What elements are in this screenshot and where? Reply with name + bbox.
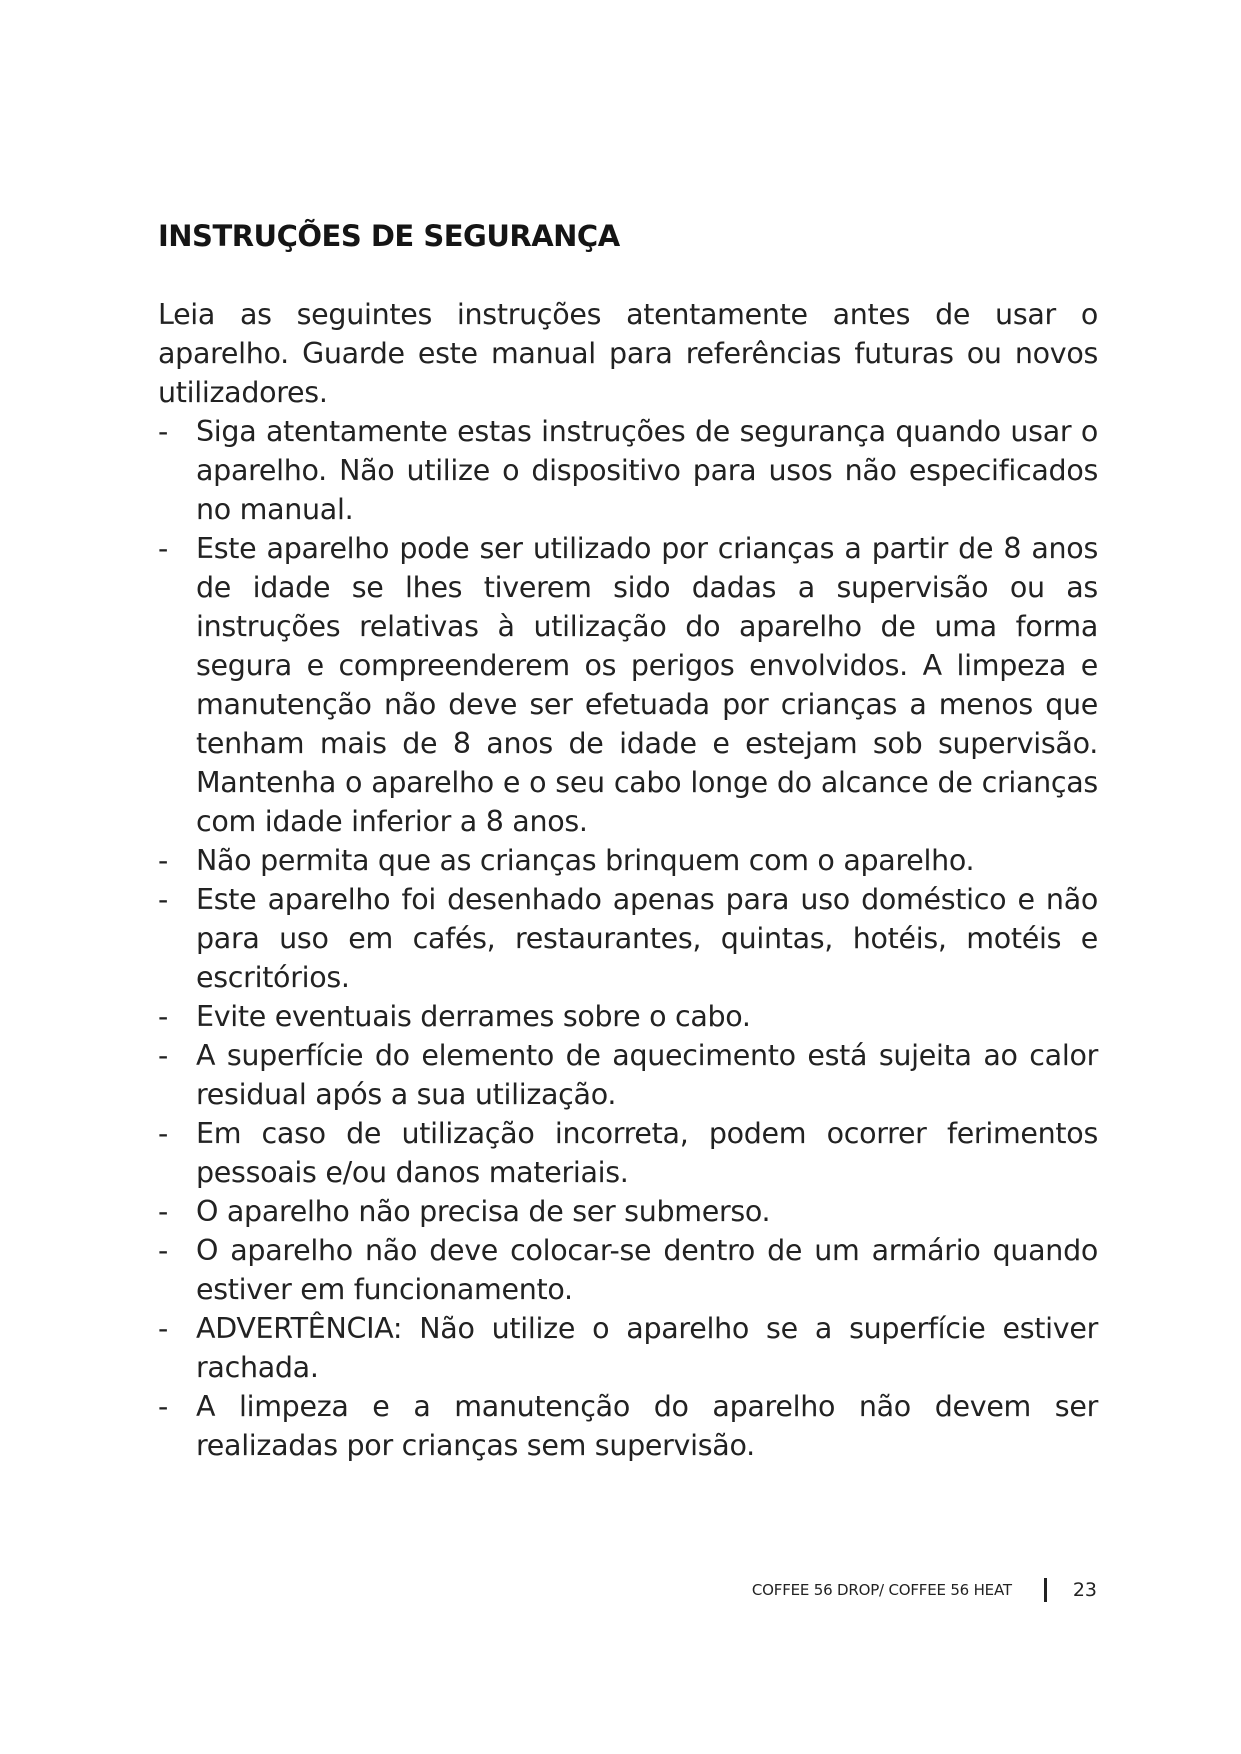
list-item-text: Em caso de utilização incorreta, podem ocorrer ferimentos pessoais e/ou danos materiais. xyxy=(196,1117,1098,1189)
list-item xyxy=(158,880,1098,997)
list-item xyxy=(158,1387,1098,1465)
page-footer xyxy=(752,1578,1097,1602)
intro-paragraph: Leia as seguintes instruções atentamente antes de usar o aparelho. Guarde este manual para referências futuras ou novos utilizadores. xyxy=(158,298,1098,409)
list-item-text: Siga atentamente estas instruções de segurança quando usar o aparelho. Não utilize o dispositivo para usos não especificados no manual. xyxy=(196,415,1098,526)
bullet-dash: - xyxy=(158,415,168,448)
bullet-dash: - xyxy=(158,844,168,877)
list-item-text: Este aparelho pode ser utilizado por crianças a partir de 8 anos de idade se lhes tiverem sido dadas a supervisão ou as instruções relativas à utilização do aparelho de uma forma segura e compreenderem os perigos envolvidos. A limpeza e manutenção não deve ser efetuada por crianças a menos que tenham mais de 8 anos de idade e estejam sob supervisão. Mantenha o aparelho e o seu cabo longe do alcance de crianças com idade inferior a 8 anos. xyxy=(196,532,1098,838)
page-number: 23 xyxy=(1072,1579,1097,1601)
footer-divider xyxy=(1044,1578,1047,1602)
list-item-text: ADVERTÊNCIA: Não utilize o aparelho se a superfície estiver rachada. xyxy=(196,1312,1098,1384)
bullet-dash: - xyxy=(158,1312,168,1345)
list-item xyxy=(158,1036,1098,1114)
safety-list xyxy=(158,412,1098,1465)
list-item-text: Este aparelho foi desenhado apenas para uso doméstico e não para uso em cafés, restaurantes, quintas, hotéis, motéis e escritórios. xyxy=(196,883,1098,994)
bullet-dash: - xyxy=(158,1000,168,1033)
bullet-dash: - xyxy=(158,1039,168,1072)
model-name: COFFEE 56 DROP/ COFFEE 56 HEAT xyxy=(751,1581,1012,1599)
bullet-dash: - xyxy=(158,1234,168,1267)
list-item xyxy=(158,997,1098,1036)
list-item xyxy=(158,412,1098,529)
page-title: INSTRUÇÕES DE SEGURANÇA xyxy=(158,219,620,253)
bullet-dash: - xyxy=(158,532,168,565)
safety-instructions xyxy=(158,295,1098,1465)
bullet-dash: - xyxy=(158,1195,168,1228)
list-item xyxy=(158,1114,1098,1192)
list-item-text: A limpeza e a manutenção do aparelho não devem ser realizadas por crianças sem supervisão. xyxy=(196,1390,1098,1462)
list-item xyxy=(158,1231,1098,1309)
list-item-text: O aparelho não precisa de ser submerso. xyxy=(196,1195,771,1228)
list-item-text: Não permita que as crianças brinquem com o aparelho. xyxy=(196,844,975,877)
bullet-dash: - xyxy=(158,1390,168,1423)
list-item-text: Evite eventuais derrames sobre o cabo. xyxy=(196,1000,751,1033)
list-item-text: A superfície do elemento de aquecimento está sujeita ao calor residual após a sua utilização. xyxy=(196,1039,1098,1111)
list-item xyxy=(158,1309,1098,1387)
list-item-text: O aparelho não deve colocar-se dentro de um armário quando estiver em funcionamento. xyxy=(196,1234,1098,1306)
bullet-dash: - xyxy=(158,883,168,916)
list-item xyxy=(158,529,1098,841)
list-item xyxy=(158,841,1098,880)
bullet-dash: - xyxy=(158,1117,168,1150)
list-item xyxy=(158,1192,1098,1231)
